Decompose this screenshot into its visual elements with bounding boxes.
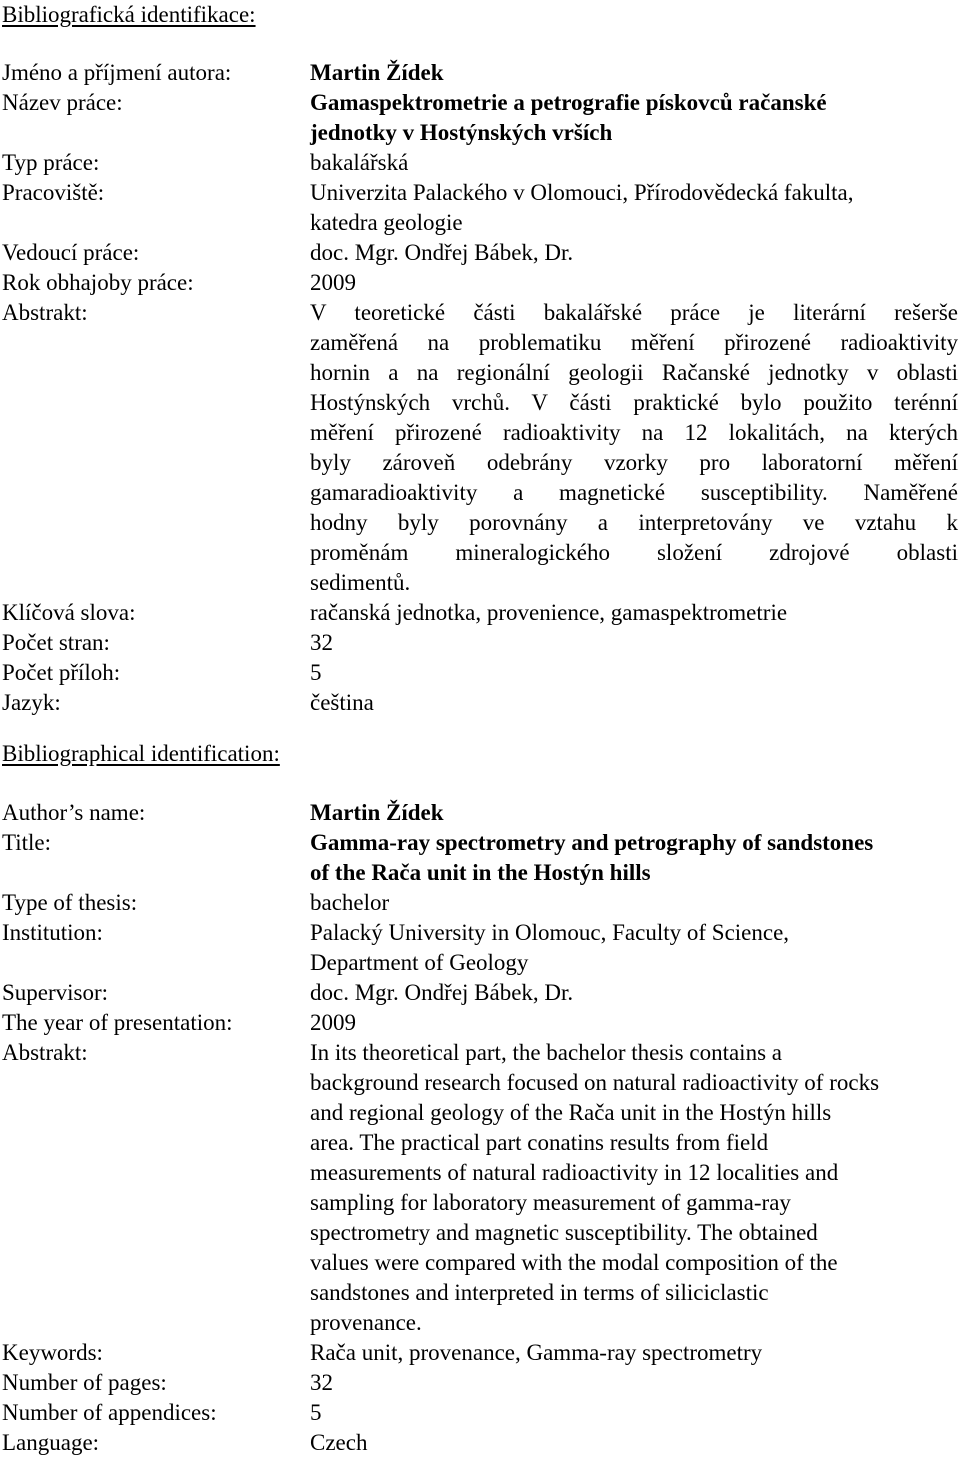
czech-appendices-value: 5: [310, 660, 322, 685]
english-appendices-label: Number of appendices:: [2, 1400, 217, 1425]
english-institution-value: [310, 918, 958, 978]
english-keywords-label: Keywords:: [2, 1340, 103, 1365]
english-abstract-line: sampling for laboratory measurement of gamma-ray: [310, 1190, 791, 1215]
english-abstract-line: and regional geology of the Rača unit in the Hostýn hills: [310, 1100, 832, 1125]
english-author-label: Author’s name:: [2, 800, 146, 825]
czech-abstract-line: hornin a na regionální geologii Račanské jednotky v oblasti: [310, 360, 958, 385]
czech-institution-line: katedra geologie: [310, 210, 463, 235]
czech-institution-line: Univerzita Palackého v Olomouci, Přírodovědecká fakulta,: [310, 180, 854, 205]
english-institution-line: Department of Geology: [310, 950, 529, 975]
english-abstract-text: [310, 1038, 958, 1338]
czech-abstract-text: [310, 298, 958, 598]
english-supervisor-label: Supervisor:: [2, 980, 109, 1005]
english-institution-line: Palacký University in Olomouc, Faculty of Science,: [310, 920, 790, 945]
czech-title-line: jednotky v Hostýnských vrších: [310, 120, 613, 145]
czech-language-label: Jazyk:: [2, 690, 61, 715]
english-type-value: bachelor: [310, 890, 390, 915]
czech-keywords-value: račanská jednotka, provenience, gamaspektrometrie: [310, 600, 788, 625]
english-title-label: Title:: [2, 830, 52, 855]
english-abstract-label: Abstrakt:: [2, 1040, 88, 1065]
english-keywords-value: Rača unit, provenance, Gamma-ray spectrometry: [310, 1340, 763, 1365]
english-type-label: Type of thesis:: [2, 890, 138, 915]
czech-abstract-line: gamaradioaktivity a magnetické susceptibility. Naměřené: [310, 480, 958, 505]
english-title-line: Gamma-ray spectrometry and petrography of sandstones: [310, 830, 874, 855]
czech-type-value: bakalářská: [310, 150, 409, 175]
czech-abstract-line: hodny byly porovnány a interpretovány ve vztahu k: [310, 510, 958, 535]
english-pages-value: 32: [310, 1370, 333, 1395]
english-supervisor-value: doc. Mgr. Ondřej Bábek, Dr.: [310, 980, 574, 1005]
english-abstract-line: background research focused on natural radioactivity of rocks: [310, 1070, 880, 1095]
english-abstract-line: sandstones and interpreted in terms of siliciclastic: [310, 1280, 769, 1305]
czech-abstract-line: sedimentů.: [310, 570, 411, 595]
english-abstract-line: measurements of natural radioactivity in 12 localities and: [310, 1160, 839, 1185]
czech-title-line: Gamaspektrometrie a petrografie pískovců račanské: [310, 90, 827, 115]
czech-language-value: čeština: [310, 690, 374, 715]
czech-institution-label: Pracoviště:: [2, 180, 105, 205]
czech-author-label: Jméno a příjmení autora:: [2, 60, 232, 85]
czech-abstract-line: proměnám mineralogického složení zdrojové oblasti: [310, 540, 958, 565]
english-year-label: The year of presentation:: [2, 1010, 233, 1035]
czech-abstract-line: zaměřená na problematiku měření přirozené radioaktivity: [310, 330, 958, 355]
czech-year-value: 2009: [310, 270, 356, 295]
czech-pages-value: 32: [310, 630, 333, 655]
czech-title-label: Název práce:: [2, 90, 123, 115]
czech-pages-label: Počet stran:: [2, 630, 110, 655]
czech-abstract-line: V teoretické části bakalářské práce je literární rešerše: [310, 300, 958, 325]
english-abstract-line: values were compared with the modal composition of the: [310, 1250, 838, 1275]
czech-section-heading: Bibliografická identifikace:: [2, 2, 256, 27]
english-abstract-line: provenance.: [310, 1310, 422, 1335]
czech-year-label: Rok obhajoby práce:: [2, 270, 194, 295]
czech-institution-value: [310, 178, 958, 238]
english-institution-label: Institution:: [2, 920, 103, 945]
czech-abstract-line: Hostýnských vrchů. V části praktické bylo použito terénní: [310, 390, 958, 415]
english-author-value: Martin Žídek: [310, 800, 444, 825]
czech-abstract-line: měření přirozené radioaktivity na 12 lokalitách, na kterých: [310, 420, 958, 445]
english-title-line: of the Rača unit in the Hostýn hills: [310, 860, 651, 885]
czech-keywords-label: Klíčová slova:: [2, 600, 136, 625]
czech-author-value: Martin Žídek: [310, 60, 444, 85]
english-section-heading: Bibliographical identification:: [2, 741, 280, 766]
english-abstract-line: In its theoretical part, the bachelor thesis contains a: [310, 1040, 782, 1065]
czech-abstract-line: byly zároveň odebrány vzorky pro laboratorní měření: [310, 450, 958, 475]
czech-abstract-label: Abstrakt:: [2, 300, 88, 325]
english-language-value: Czech: [310, 1430, 368, 1455]
english-appendices-value: 5: [310, 1400, 322, 1425]
czech-type-label: Typ práce:: [2, 150, 100, 175]
czech-supervisor-value: doc. Mgr. Ondřej Bábek, Dr.: [310, 240, 574, 265]
czech-supervisor-label: Vedoucí práce:: [2, 240, 140, 265]
english-year-value: 2009: [310, 1010, 356, 1035]
czech-title-value: [310, 88, 958, 148]
english-pages-label: Number of pages:: [2, 1370, 167, 1395]
english-title-value: [310, 828, 958, 888]
czech-appendices-label: Počet příloh:: [2, 660, 121, 685]
english-abstract-line: spectrometry and magnetic susceptibility. The obtained: [310, 1220, 818, 1245]
english-language-label: Language:: [2, 1430, 100, 1455]
english-abstract-line: area. The practical part conatins results from field: [310, 1130, 769, 1155]
